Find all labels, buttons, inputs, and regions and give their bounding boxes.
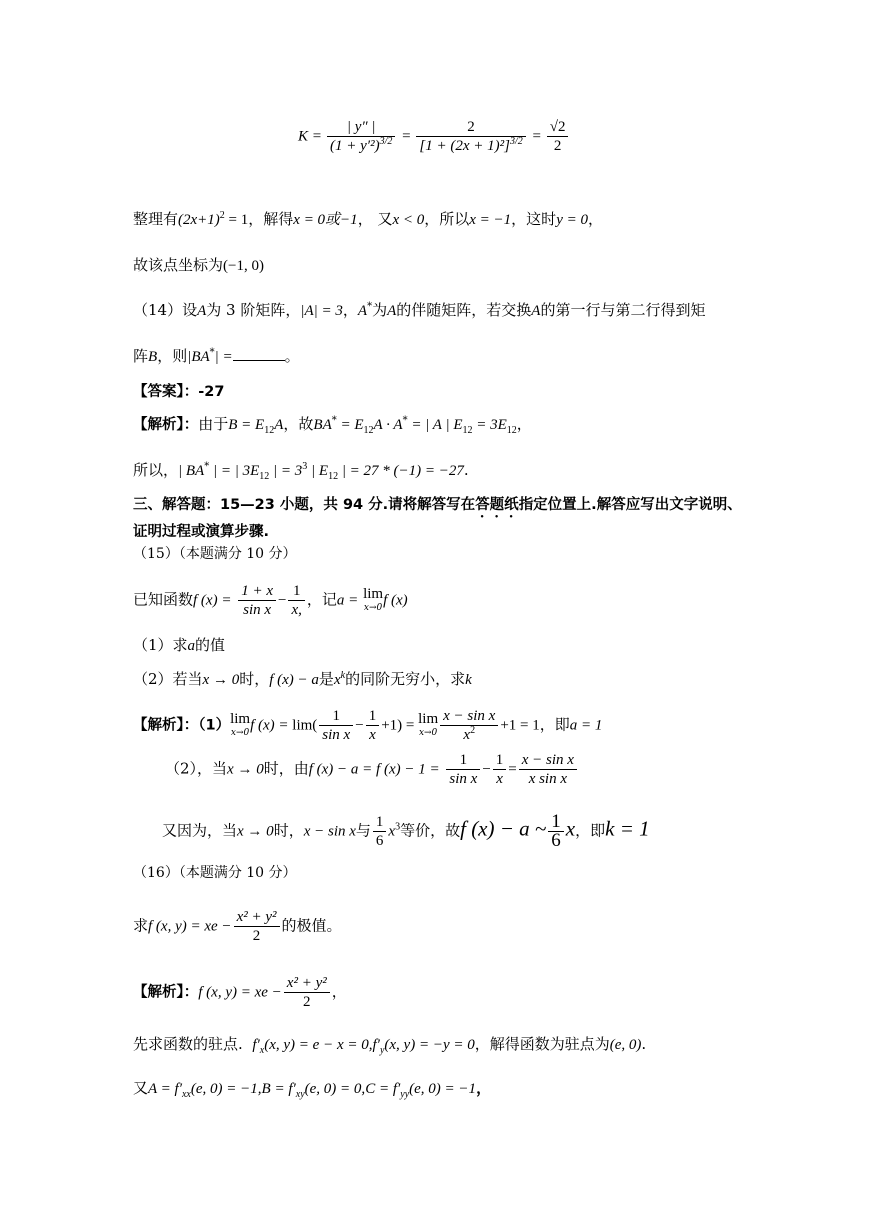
question-15-part1: （1）求a的值	[133, 636, 226, 654]
solution-15-line3: 又因为，当x → 0时，x − sin x与 $\frac{1}{6}$ $x^3$等价，故f (x) − a ~ $\frac{1}{6}$ x，即k = 1	[162, 811, 650, 851]
solution-16-line2: 先求函数的驻点. $f'_x(x$, $y) = e - x = 0,f'_y(x$, y) = −y = 0，解得函数为驻点为(e, 0).	[133, 1035, 647, 1056]
line-zhengli: 整理有$(2x+1)^2 = 1$，解得x = 0或−1， 又x < 0，所以x = −1，这时y = 0，	[133, 210, 603, 228]
solution-14-line1: 【解析】：由于$B = E_{12}A$，故$BA^* = E_{12}A \cdot A^*$ = | A | $E_{12} = 3E_{12}$，	[133, 415, 532, 436]
line-point-coordinates: 故该点坐标为(−1, 0)	[133, 256, 264, 274]
solution-15-line1: 【解析】：（1）lim x→0 f (x) = lim( $\frac{1}{\text{sin x}}$ − $\frac{1}{x}$ +1) = lim x→0 $\frac{\text{x − sin x}}{x^2}$ +1 = 1，即a = 1	[133, 708, 603, 743]
question-15-part2: （2）若当x → 0时，f (x) − a是$x^k$的同阶无穷小，求k	[133, 670, 472, 688]
curvature-fraction-1: $\frac{| y'' |}{(1 + y'^2)^{3/2}}$	[327, 118, 395, 155]
solution-16-line1: 【解析】：f (x, y) = xe − $\frac{\text{x² + y²}}{2}$ ，	[133, 975, 347, 1010]
section-3-heading: 三、解答题：15—23 小题，共 94 分.请将解答写在答题纸指定位置上.解答应写出文字说明、	[133, 497, 742, 513]
answer-14: 【答案】：-27	[133, 384, 225, 400]
question-14-line2: 阵B，则|BA*| = 。	[133, 347, 300, 365]
question-15-header: （15）（本题满分 10 分）	[133, 546, 297, 562]
question-14-line1: （14）设A为 3 阶矩阵，|A| = 3，A*为A的伴随矩阵，若交换A的第一行与第二行得到矩	[133, 301, 706, 319]
answer-blank	[233, 346, 285, 361]
question-15-statement: 已知函数f (x) = $\frac{1 + x}{\text{sin x}}$ − $\frac{1}{x,}$ ，记a = lim x→0 f (x)	[133, 583, 408, 618]
solution-16-line3: 又$A = f'_{xx}(e$, $0) = -1,B = f'_{xy}(e$, $0) = 0,C = f'_{yy}(e$, 0) = −1，	[133, 1079, 492, 1100]
solution-15-line2: （2），当x → 0时，由f (x) − a = f (x) − 1 = $\frac{1}{\text{sin x}}$ − $\frac{1}{x}$ = $\frac{\text{x − sin x}}{\text{x sin x}}$	[165, 751, 579, 788]
question-16-statement: 求f (x, y) = xe − $\frac{\text{x² + y²}}{2}$ 的极值。	[133, 909, 342, 944]
curvature-k: K	[298, 128, 309, 145]
curvature-fraction-2: $\frac{2}{[1 + (2x + 1)^2]^{3/2}}$	[416, 118, 525, 155]
curvature-fraction-3: $\frac{√2}{2}$	[547, 118, 569, 155]
solution-14-line2: 所以，| BA* | = | $3E_{12}$ | = $3^3$ | $E_{12}$ | = 27 * (−1) = −27.	[133, 461, 469, 482]
question-16-header: （16）（本题满分 10 分）	[133, 865, 297, 881]
curvature-formula: K = $\frac{| y'' |}{(1 + y'^2)^{3/2}}$ = $\frac{2}{[1 + (2x + 1)^2]^{3/2}}$ = $\frac{√2}{2}$	[298, 118, 570, 155]
section-3-heading-line2: 证明过程或演算步骤.	[133, 524, 270, 540]
